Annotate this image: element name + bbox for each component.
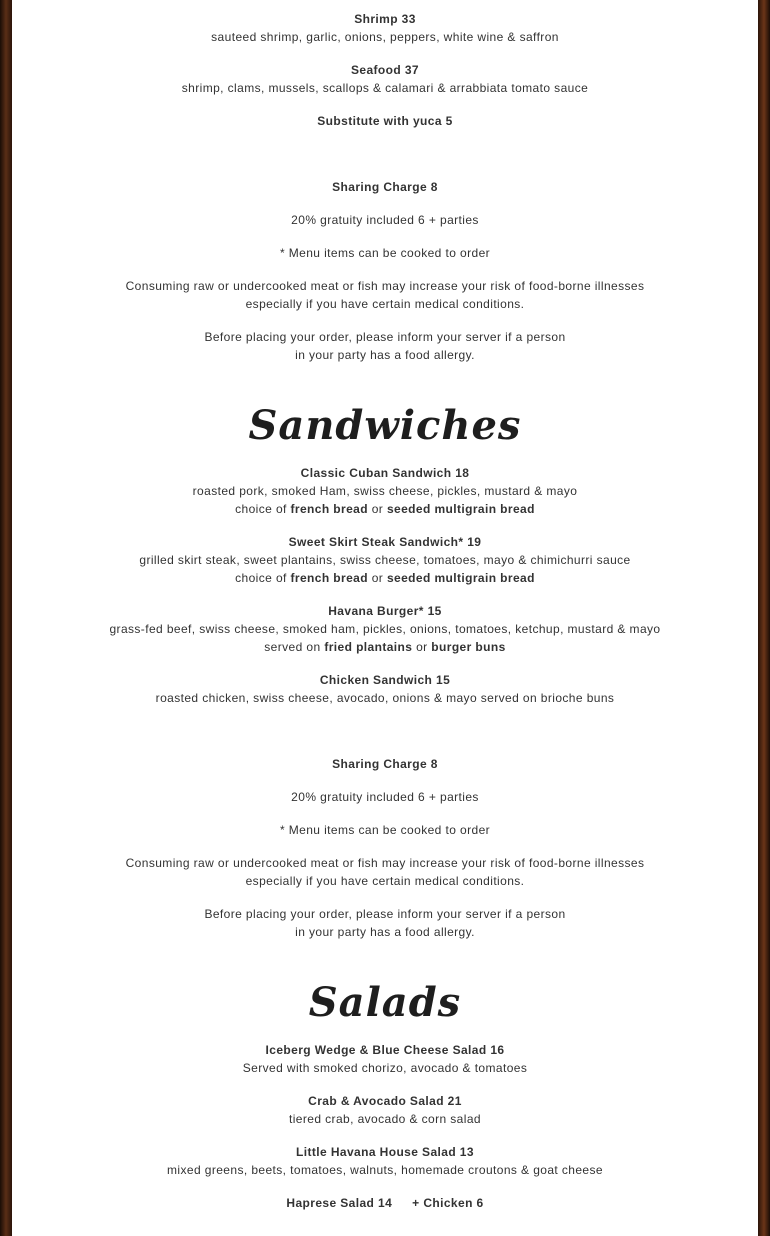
item-choice bbox=[12, 638, 758, 656]
item-description: grilled skirt steak, sweet plantains, swiss cheese, tomatoes, mayo & chimichurri sauce bbox=[139, 553, 631, 567]
choice-option-1: french bread bbox=[290, 571, 368, 585]
choice-option-1: fried plantains bbox=[324, 640, 413, 654]
item-name: Havana Burger* 15 bbox=[328, 604, 442, 618]
choice-or: or bbox=[416, 640, 428, 654]
raw-warning-line2: especially if you have certain medical conditions. bbox=[245, 874, 525, 888]
item-description: shrimp, clams, mussels, scallops & calamari & arrabbiata tomato sauce bbox=[181, 81, 589, 95]
menu-item-cuban bbox=[12, 464, 758, 518]
menu-item-haprese bbox=[12, 1194, 758, 1212]
item-description: sauteed shrimp, garlic, onions, peppers, white wine & saffron bbox=[211, 30, 559, 44]
menu-content bbox=[12, 0, 758, 1212]
gratuity-note bbox=[12, 211, 758, 229]
item-description: mixed greens, beets, tomatoes, walnuts, homemade croutons & goat cheese bbox=[167, 1163, 603, 1177]
allergy-note bbox=[12, 905, 758, 941]
item-name: Iceberg Wedge & Blue Cheese Salad 16 bbox=[265, 1043, 505, 1057]
section-spacer bbox=[12, 145, 758, 178]
choice-or: or bbox=[371, 571, 384, 585]
choice-or: or bbox=[371, 502, 384, 516]
menu-item-house-salad bbox=[12, 1143, 758, 1179]
gratuity-text: 20% gratuity included 6 + parties bbox=[291, 790, 479, 804]
item-choice bbox=[12, 569, 758, 587]
choice-prefix: choice of bbox=[235, 502, 287, 516]
menu-item-havana-burger bbox=[12, 602, 758, 656]
item-name: Haprese Salad 14 bbox=[286, 1196, 393, 1210]
item-name: Sweet Skirt Steak Sandwich* 19 bbox=[288, 535, 482, 549]
menu-item-shrimp bbox=[12, 10, 758, 46]
menu-item-crab-avocado bbox=[12, 1092, 758, 1128]
item-addon: + Chicken 6 bbox=[412, 1196, 484, 1210]
allergy-line1: Before placing your order, please inform your server if a person bbox=[204, 330, 566, 344]
section-spacer bbox=[12, 722, 758, 755]
item-choice bbox=[12, 500, 758, 518]
raw-warning bbox=[12, 854, 758, 890]
choice-option-2: seeded multigrain bread bbox=[386, 502, 535, 516]
item-name: Classic Cuban Sandwich 18 bbox=[300, 466, 470, 480]
choice-prefix: served on bbox=[264, 640, 321, 654]
raw-warning bbox=[12, 277, 758, 313]
gratuity-note bbox=[12, 788, 758, 806]
item-name: Chicken Sandwich 15 bbox=[319, 673, 451, 687]
cooked-text: * Menu items can be cooked to order bbox=[279, 823, 491, 837]
item-description: roasted pork, smoked Ham, swiss cheese, pickles, mustard & mayo bbox=[192, 484, 578, 498]
choice-option-2: seeded multigrain bread bbox=[386, 571, 535, 585]
section-heading-sandwiches: Sandwiches bbox=[248, 402, 522, 449]
item-name: Shrimp 33 bbox=[354, 12, 416, 26]
item-name: Crab & Avocado Salad 21 bbox=[308, 1094, 462, 1108]
menu-item-chicken-sandwich bbox=[12, 671, 758, 707]
menu-item-seafood bbox=[12, 61, 758, 97]
cooked-text: * Menu items can be cooked to order bbox=[279, 246, 491, 260]
item-name: Little Havana House Salad 13 bbox=[296, 1145, 474, 1159]
choice-option-1: french bread bbox=[290, 502, 368, 516]
gratuity-text: 20% gratuity included 6 + parties bbox=[291, 213, 479, 227]
item-name-line bbox=[12, 1194, 758, 1212]
raw-warning-line1: Consuming raw or undercooked meat or fish may increase your risk of food-borne illnesses bbox=[125, 856, 645, 870]
item-description: Served with smoked chorizo, avocado & tomatoes bbox=[242, 1061, 528, 1075]
menu-item-iceberg-wedge bbox=[12, 1041, 758, 1077]
raw-warning-line2: especially if you have certain medical conditions. bbox=[245, 297, 525, 311]
sharing-charge bbox=[12, 755, 758, 773]
item-description: tiered crab, avocado & corn salad bbox=[289, 1112, 481, 1126]
allergy-line1: Before placing your order, please inform your server if a person bbox=[204, 907, 566, 921]
sharing-charge-text: Sharing Charge 8 bbox=[332, 757, 438, 771]
cooked-note bbox=[12, 821, 758, 839]
menu-item-skirt-steak bbox=[12, 533, 758, 587]
substitute-text: Substitute with yuca 5 bbox=[317, 114, 453, 128]
menu-panel bbox=[12, 0, 758, 1236]
choice-option-2: burger buns bbox=[431, 640, 506, 654]
raw-warning-line1: Consuming raw or undercooked meat or fish may increase your risk of food-borne illnesses bbox=[125, 279, 645, 293]
section-heading-salads: Salads bbox=[308, 979, 462, 1026]
item-description: roasted chicken, swiss cheese, avocado, onions & mayo served on brioche buns bbox=[155, 691, 615, 705]
choice-prefix: choice of bbox=[235, 571, 287, 585]
allergy-line2: in your party has a food allergy. bbox=[295, 925, 475, 939]
cooked-note bbox=[12, 244, 758, 262]
substitute-note bbox=[12, 112, 758, 130]
allergy-note bbox=[12, 328, 758, 364]
sharing-charge-text: Sharing Charge 8 bbox=[332, 180, 438, 194]
item-name: Seafood 37 bbox=[350, 63, 420, 77]
allergy-line2: in your party has a food allergy. bbox=[295, 348, 475, 362]
item-description: grass-fed beef, swiss cheese, smoked ham, pickles, onions, tomatoes, ketchup, mustard & mayo bbox=[109, 622, 661, 636]
sharing-charge bbox=[12, 178, 758, 196]
